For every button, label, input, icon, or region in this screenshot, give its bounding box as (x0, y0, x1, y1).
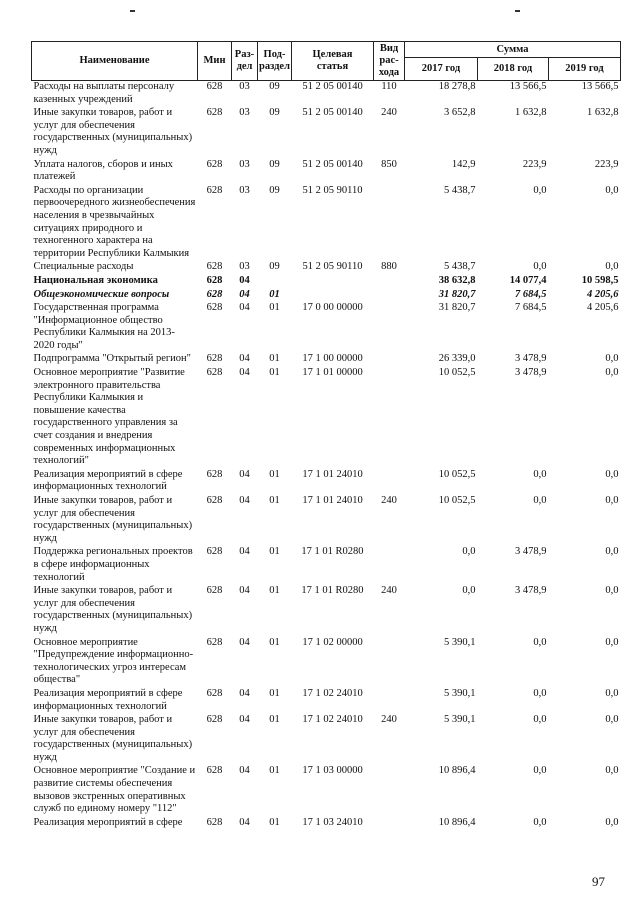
row-vid (374, 817, 405, 831)
row-sum-2019: 0,0 (605, 367, 619, 379)
row-podrazdel: 01 (269, 636, 280, 648)
col-header-year-2017: 2017 год (405, 58, 478, 81)
row-sum-2017: 5 438,7 (444, 261, 476, 273)
row-razdel: 04 (239, 585, 250, 597)
row-sum-2018: 1 632,8 (515, 107, 547, 119)
row-vid: 240 (381, 585, 397, 597)
row-name: Реализация мероприятий в сфере (33, 816, 183, 828)
row-min: 628 (206, 636, 223, 648)
row-sum-2017: 10 052,5 (438, 495, 476, 506)
row-name: Иные закупки товаров, работ и услуг для обеспечения государственных (муниципальных) нужд (33, 585, 193, 634)
table-row (32, 107, 621, 158)
row-min: 628 (206, 495, 223, 506)
row-razdel: 04 (239, 367, 250, 379)
row-podrazdel: 01 (269, 585, 280, 597)
row-sum-2019: 0,0 (605, 353, 619, 365)
row-target: 51 2 05 90110 (302, 184, 363, 196)
col-header-podrazdel: Под- раздел (258, 42, 292, 81)
row-target: 17 0 00 00000 (302, 302, 363, 314)
row-sum-2019: 4 205,6 (587, 302, 619, 314)
row-sum-2019: 0,0 (605, 636, 619, 648)
row-razdel: 03 (239, 158, 250, 170)
table-row (32, 367, 621, 469)
row-vid (374, 637, 405, 688)
table-row (32, 275, 621, 289)
row-sum-2017: 38 632,8 (438, 274, 476, 286)
row-razdel: 03 (239, 184, 250, 196)
row-target: 17 1 01 24010 (302, 468, 363, 480)
row-min: 628 (206, 367, 223, 379)
row-podrazdel: 01 (269, 546, 280, 558)
row-sum-2017: 3 652,8 (444, 107, 476, 119)
row-name: Иные закупки товаров, работ и услуг для обеспечения государственных (муниципальных) нужд (33, 495, 193, 544)
row-sum-2019: 0,0 (605, 714, 619, 726)
table-row (32, 688, 621, 714)
row-min: 628 (206, 288, 223, 300)
table-row (32, 546, 621, 585)
row-sum-2019: 0,0 (605, 184, 619, 196)
row-name: Основное мероприятие "Предупреждение информационно-технологических угроз интересам общества" (33, 636, 194, 686)
row-vid (374, 688, 405, 714)
row-name: Основное мероприятие "Развитие электронного правительства Республики Калмыкия и повышение качества государственного управления за счет создания и внедрения современных информационных технологий" (33, 367, 185, 467)
row-min: 628 (206, 546, 223, 558)
row-sum-2018: 3 478,9 (515, 353, 547, 365)
row-podrazdel: 09 (269, 158, 280, 170)
row-sum-2019: 4 205,6 (587, 288, 619, 300)
table-row (32, 289, 621, 303)
row-razdel: 03 (239, 107, 250, 119)
row-sum-2018: 13 566,5 (509, 81, 547, 92)
row-sum-2017: 10 052,5 (438, 367, 476, 379)
row-sum-2018: 3 478,9 (515, 585, 547, 597)
table-row (32, 261, 621, 275)
row-sum-2017: 0,0 (462, 585, 476, 597)
row-sum-2019: 10 598,5 (581, 274, 619, 286)
row-podrazdel: 01 (269, 288, 280, 300)
row-sum-2017: 31 820,7 (438, 302, 476, 314)
row-name: Расходы на выплаты персоналу казенных учреждений (33, 81, 175, 105)
row-sum-2018: 0,0 (533, 765, 547, 777)
row-sum-2017: 142,9 (451, 158, 476, 170)
row-min: 628 (206, 687, 223, 699)
row-razdel: 04 (239, 816, 250, 828)
row-podrazdel: 01 (269, 765, 280, 777)
row-min: 628 (206, 468, 223, 480)
row-razdel: 04 (239, 687, 250, 699)
row-min: 628 (206, 184, 223, 196)
row-razdel: 04 (239, 302, 250, 314)
row-razdel: 04 (239, 636, 250, 648)
header-tick-left (130, 10, 135, 12)
row-name: Уплата налогов, сборов и иных платежей (33, 158, 173, 183)
row-razdel: 03 (239, 81, 250, 92)
row-target: 17 1 01 00000 (302, 367, 363, 379)
row-razdel: 04 (239, 495, 250, 506)
row-vid (374, 302, 405, 353)
table-row (32, 81, 621, 108)
row-vid (374, 367, 405, 469)
row-target (292, 275, 374, 289)
row-sum-2018: 0,0 (533, 687, 547, 699)
row-sum-2018: 223,9 (522, 158, 547, 170)
row-vid (374, 353, 405, 367)
col-header-min: Мин (198, 42, 232, 81)
row-vid: 110 (381, 81, 397, 92)
row-sum-2019: 0,0 (605, 585, 619, 597)
row-podrazdel: 09 (269, 81, 280, 92)
row-name: Основное мероприятие "Создание и развитие системы обеспечения вызовов экстренных оперативных служб по единому номеру "112" (33, 765, 196, 815)
row-podrazdel: 01 (269, 714, 280, 726)
row-sum-2017: 5 390,1 (444, 714, 476, 726)
row-podrazdel: 01 (269, 687, 280, 699)
row-min: 628 (206, 302, 223, 314)
row-target: 17 1 03 24010 (302, 816, 363, 828)
row-sum-2018: 0,0 (533, 261, 547, 273)
row-sum-2019: 0,0 (605, 468, 619, 480)
row-target: 17 1 01 24010 (302, 495, 363, 506)
row-razdel: 04 (239, 274, 250, 286)
row-vid: 240 (381, 495, 397, 506)
table-row (32, 585, 621, 636)
row-target: 17 1 02 24010 (302, 714, 363, 726)
row-sum-2019: 1 632,8 (587, 107, 619, 119)
row-podrazdel: 01 (269, 495, 280, 506)
row-sum-2018: 0,0 (533, 816, 547, 828)
col-header-sum: Сумма (405, 42, 621, 58)
row-sum-2019: 0,0 (605, 687, 619, 699)
row-vid (374, 469, 405, 495)
row-target: 17 1 03 00000 (302, 765, 363, 777)
row-name: Государственная программа "Информационное общество Республики Калмыкия на 2013-2020 годы" (33, 302, 175, 351)
row-vid: 240 (381, 714, 397, 726)
row-target: 17 1 00 00000 (302, 353, 363, 365)
row-sum-2019: 223,9 (594, 158, 619, 170)
row-min: 628 (206, 765, 223, 777)
row-razdel: 04 (239, 714, 250, 726)
row-name: Расходы по организации первоочередного жизнеобеспечения населения в чрезвычайных ситуациях природного и техногенного характера на территории Республики Калмыкия (33, 184, 196, 259)
row-razdel: 04 (239, 288, 250, 300)
row-sum-2017: 18 278,8 (438, 81, 476, 92)
row-min: 628 (206, 274, 223, 286)
row-razdel: 03 (239, 261, 250, 273)
row-sum-2019: 0,0 (605, 546, 619, 558)
row-min: 628 (206, 353, 223, 365)
row-razdel: 04 (239, 468, 250, 480)
row-sum-2019: 0,0 (605, 816, 619, 828)
table-row (32, 302, 621, 353)
page-number: 97 (592, 874, 605, 889)
col-header-year-2019: 2019 год (549, 58, 621, 81)
row-target: 51 2 05 00140 (302, 81, 363, 92)
row-name: Национальная экономика (33, 274, 158, 286)
row-sum-2017: 5 438,7 (444, 184, 476, 196)
col-header-name: Наименование (32, 42, 198, 81)
row-target: 17 1 01 R0280 (301, 585, 364, 597)
row-vid (374, 289, 405, 303)
row-vid (374, 765, 405, 816)
row-sum-2019: 0,0 (605, 495, 619, 506)
row-sum-2019: 13 566,5 (581, 81, 619, 92)
row-vid (374, 546, 405, 585)
row-min: 628 (206, 261, 223, 273)
row-podrazdel: 09 (269, 184, 280, 196)
row-podrazdel: 09 (269, 107, 280, 119)
table-row (32, 495, 621, 546)
row-target: 51 2 05 00140 (302, 158, 363, 170)
row-sum-2018: 0,0 (533, 468, 547, 480)
row-sum-2019: 0,0 (605, 261, 619, 273)
row-sum-2018: 0,0 (533, 714, 547, 726)
row-sum-2018: 3 478,9 (515, 367, 547, 379)
row-razdel: 04 (239, 546, 250, 558)
col-header-razdel: Раз- дел (232, 42, 258, 81)
row-target: 51 2 05 90110 (302, 261, 363, 273)
row-min: 628 (206, 158, 223, 170)
budget-table (31, 41, 621, 830)
table-row (32, 637, 621, 688)
row-sum-2017: 10 896,4 (438, 765, 476, 777)
row-podrazdel: 01 (269, 367, 280, 379)
table-row (32, 765, 621, 816)
row-sum-2018: 0,0 (533, 636, 547, 648)
row-vid (374, 275, 405, 289)
row-podrazdel: 01 (269, 816, 280, 828)
row-min: 628 (206, 816, 223, 828)
row-min: 628 (206, 107, 223, 119)
row-podrazdel: 01 (269, 468, 280, 480)
col-header-target: Целевая статья (292, 42, 374, 81)
header-tick-right (515, 10, 520, 12)
row-target: 17 1 02 00000 (302, 636, 363, 648)
row-name: Реализация мероприятий в сфере информационных технологий (33, 687, 183, 712)
table-row (32, 159, 621, 185)
row-sum-2017: 31 820,7 (438, 288, 476, 300)
row-min: 628 (206, 714, 223, 726)
table-row (32, 185, 621, 262)
row-sum-2017: 0,0 (462, 546, 476, 558)
table-header (32, 42, 621, 81)
table-row (32, 469, 621, 495)
row-podrazdel: 01 (269, 302, 280, 314)
row-vid: 240 (381, 107, 397, 119)
row-razdel: 04 (239, 353, 250, 365)
row-name: Подпрограмма "Открытый регион" (33, 353, 191, 365)
row-sum-2018: 7 684,5 (515, 302, 547, 314)
row-vid: 880 (381, 261, 397, 273)
row-target: 51 2 05 00140 (302, 107, 363, 119)
col-header-vid: Вид рас- хода (374, 42, 405, 81)
row-vid: 850 (381, 158, 397, 170)
table-row (32, 817, 621, 831)
row-podrazdel (258, 275, 292, 289)
row-min: 628 (206, 585, 223, 597)
row-vid (374, 185, 405, 262)
row-target: 17 1 01 R0280 (301, 546, 364, 558)
row-sum-2017: 26 339,0 (438, 353, 476, 365)
row-sum-2018: 0,0 (533, 184, 547, 196)
row-name: Реализация мероприятий в сфере информационных технологий (33, 468, 183, 493)
row-name: Специальные расходы (33, 261, 134, 273)
row-sum-2018: 7 684,5 (515, 288, 547, 300)
table-row (32, 714, 621, 765)
row-sum-2017: 10 052,5 (438, 468, 476, 480)
row-sum-2017: 10 896,4 (438, 816, 476, 828)
row-razdel: 04 (239, 765, 250, 777)
row-name: Иные закупки товаров, работ и услуг для обеспечения государственных (муниципальных) нужд (33, 107, 193, 156)
row-target (292, 289, 374, 303)
row-sum-2017: 5 390,1 (444, 636, 476, 648)
row-podrazdel: 09 (269, 261, 280, 273)
table-body (32, 81, 621, 831)
row-sum-2019: 0,0 (605, 765, 619, 777)
row-name: Поддержка региональных проектов в сфере информационных технологий (33, 546, 193, 583)
row-name: Иные закупки товаров, работ и услуг для обеспечения государственных (муниципальных) нужд (33, 714, 193, 763)
table-row (32, 353, 621, 367)
row-sum-2018: 14 077,4 (509, 274, 547, 286)
row-sum-2018: 3 478,9 (515, 546, 547, 558)
row-target: 17 1 02 24010 (302, 687, 363, 699)
row-name: Общеэкономические вопросы (33, 288, 170, 300)
row-podrazdel: 01 (269, 353, 280, 365)
row-sum-2017: 5 390,1 (444, 687, 476, 699)
row-sum-2018: 0,0 (533, 495, 547, 506)
col-header-year-2018: 2018 год (478, 58, 549, 81)
row-min: 628 (206, 81, 223, 92)
